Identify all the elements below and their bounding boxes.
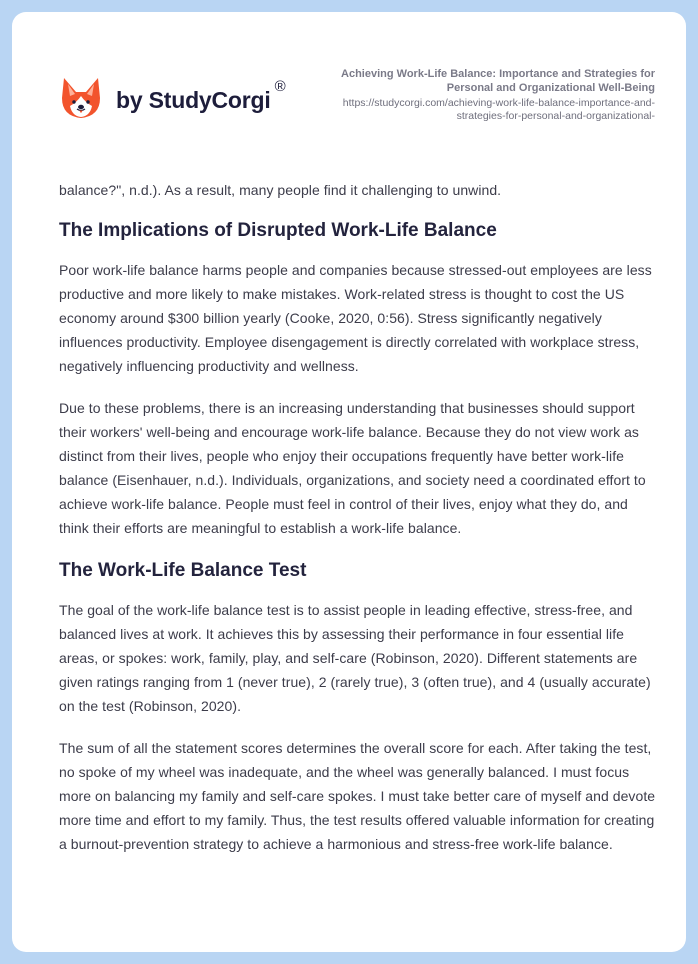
registered-mark: ® [274,77,286,95]
section-heading-implications: The Implications of Disrupted Work-Life Balance [59,220,497,241]
paragraph: The sum of all the statement scores determines the overall score for each. After taking the test, no spoke of my wheel was inadequate, and the wheel was generally balanced. I must focus more on balancing my family and self-care spokes. I must take better care of myself and devote more time and effort to my family. Thus, the test results offered valuable information for creating a burnout-prevention strategy to achieve a harmonious and stress-free work-life balance. [59,740,656,852]
document-page [12,12,686,952]
paragraph: The goal of the work-life balance test is to assist people in leading effective, stress-free, and balanced lives at work. It achieves this by assessing their performance in four essential life areas, or spokes: work, family, play, and self-care (Robinson, 2020). Different statements are given ratings ranging from 1 (never true), 2 (rarely true), 3 (often true), and 4 (usually accurate) on the test (Robinson, 2020). [59,602,651,714]
corgi-icon [60,76,102,120]
page-header [12,12,686,152]
section-heading-balance-test: The Work-Life Balance Test [59,560,307,581]
logo-text: by StudyCorgi [116,86,271,113]
document-meta [295,67,655,123]
paragraph: Due to these problems, there is an increasing understanding that businesses should support their workers' well-being and encourage work-life balance. Because they do not view work as distinct from their lives, people who enjoy their occupations frequently have better work-life balance (Eisenhauer, n.d.). Individuals, organizations, and society need a coordinated effort to achieve work-life balance. People must feel in control of their lives, enjoy what they do, and think their efforts are meaningful to establish a work-life balance. [59,400,646,536]
intro-paragraph: balance?", n.d.). As a result, many people find it challenging to unwind. [59,182,502,198]
article-content [59,178,659,874]
paragraph: Poor work-life balance harms people and companies because stressed-out employees are less productive and more likely to make mistakes. Work-related stress is thought to cost the US economy around $300 billion yearly (Cooke, 2020, 0:56). Stress significantly negatively influences productivity. Employee disengagement is directly correlated with workplace stress, negatively influencing productivity and wellness. [59,262,652,374]
document-url[interactable]: https://studycorgi.com/achieving-work-life-balance-importance-and-strategies-for-personal-and-organizational- [342,97,655,122]
studycorgi-logo[interactable] [60,76,286,120]
document-title: Achieving Work-Life Balance: Importance and Strategies for Personal and Organizational Well-Being [341,68,655,94]
